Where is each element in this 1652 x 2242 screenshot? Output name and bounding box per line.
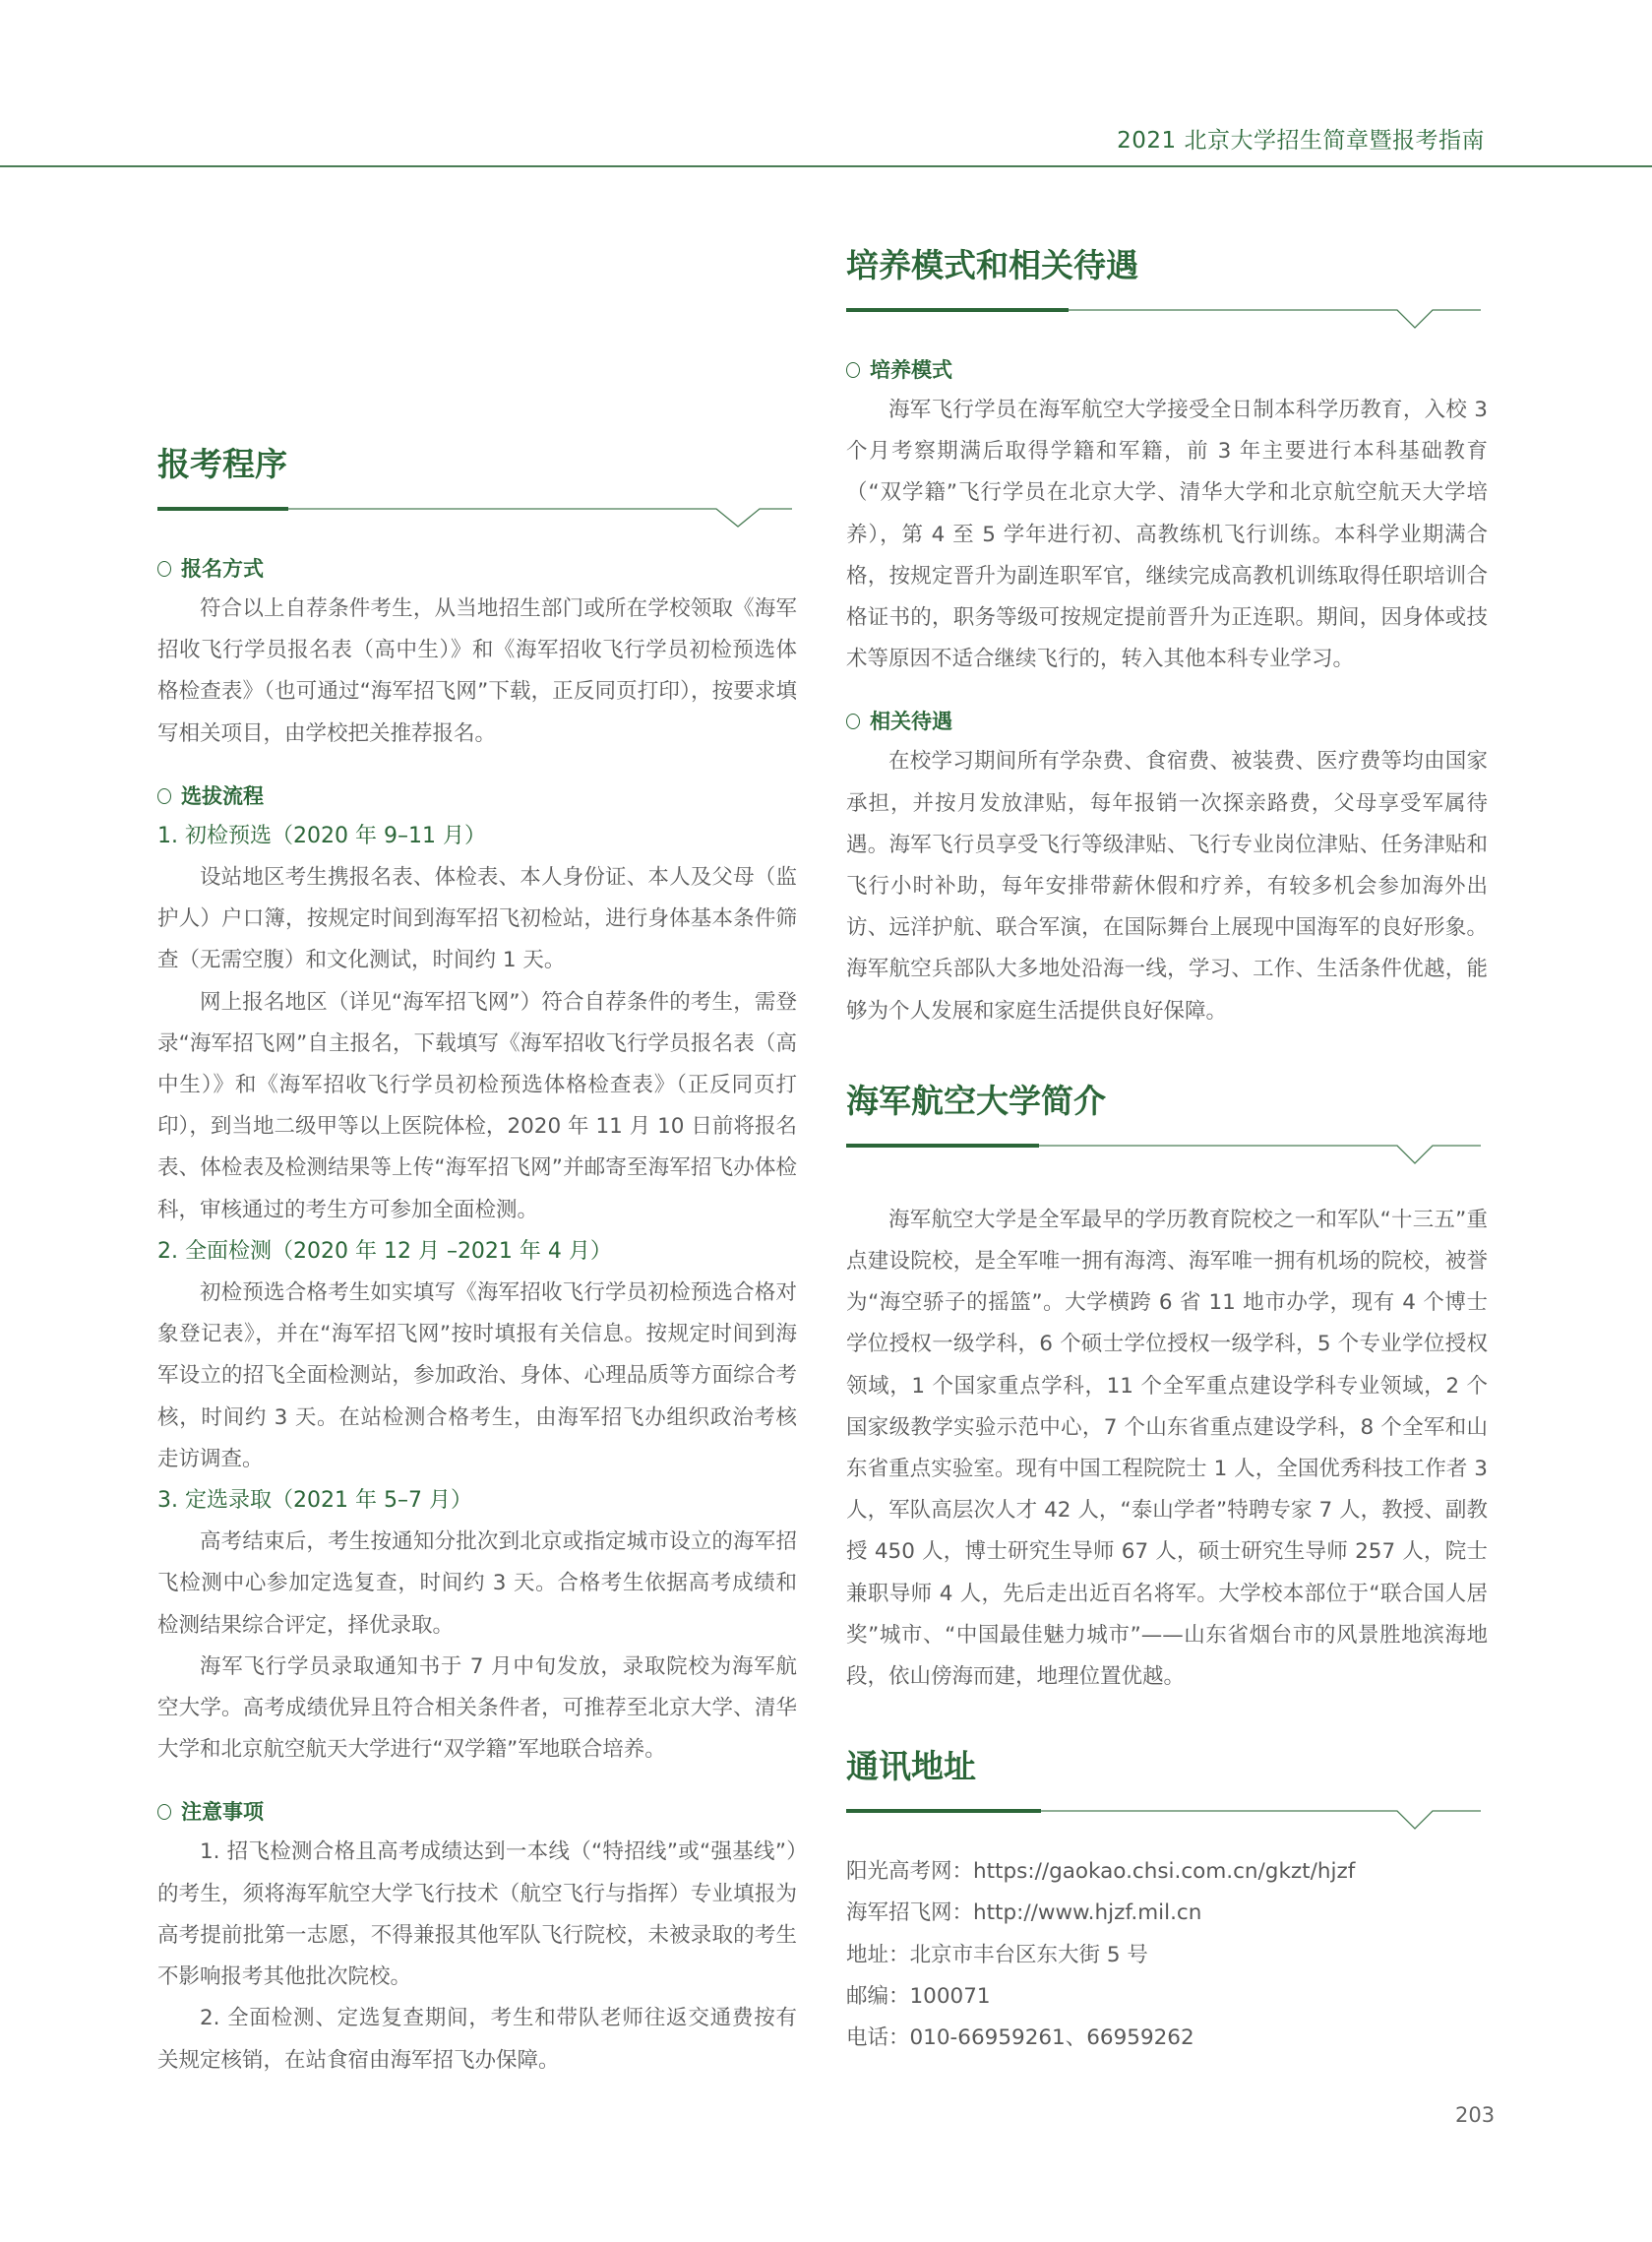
section-rule: [846, 1143, 1488, 1168]
subheading-selection: [157, 777, 797, 816]
subheading-notes: [157, 1792, 797, 1832]
step-title-3: 3. 定选录取（2021 年 5–7 月）: [157, 1488, 472, 1514]
subheading-text: 报名方式: [181, 557, 264, 581]
left-column: [157, 443, 797, 2082]
subheading-text: 选拔流程: [181, 783, 264, 808]
circle-bullet-icon: [157, 1804, 171, 1820]
section-rule-graphic: [846, 1808, 1488, 1834]
note-item-2: 2. 全面检测、定选复查期间，考生和带队老师往返交通费按有关规定核销，在站食宿由海军招飞办保障。: [157, 2006, 797, 2073]
section-rule: [846, 1808, 1488, 1834]
paragraph-step3-b: 海军飞行学员录取通知书于 7 月中旬发放，录取院校为海军航空大学。高考成绩优异且符合相关条件者，可推荐至北京大学、清华大学和北京航空航天大学进行“双学籍”军地联合培养。: [157, 1653, 797, 1763]
paragraph-registration: 符合以上自荐条件考生，从当地招生部门或所在学校领取《海军招收飞行学员报名表（高中生）》和《海军招收飞行学员初检预选体格检查表》（也可通过“海军招飞网”下载，正反同页打印），按要求填写相关项目，由学校把关推荐报名。: [157, 596, 797, 746]
contact-hjzf-site[interactable]: 海军招飞网：http://www.hjzf.mil.cn: [846, 1900, 1202, 1926]
header-rule: [0, 165, 1652, 167]
paragraph-university: 海军航空大学是全军最早的学历教育院校之一和军队“十三五”重点建设院校，是全军唯一拥有海湾、海军唯一拥有机场的院校，被誉为“海空骄子的摇篮”。大学横跨 6 省 11 地市办学，现有 4 个博士学位授权一级学科，6 个硕士学位授权一级学科，5 个专业学位授权领域，1 个国家重点学科，11 个全军重点建设学科专业领域，2 个国家级教学实验示范中心，7 个山东省重点建设学科，8 个全军和山东省重点实验室。现有中国工程院院士 1 人，全国优秀科技工作者 3 人，军队高层次人才 42 人，“泰山学者”特聘专家 7 人，教授、副教授 450 人，博士研究生导师 67 人，硕士研究生导师 257 人，院士兼职导师 4 人，先后走出近百名将军。大学校本部位于“联合国人居奖”城市、“中国最佳魅力城市”——山东省烟台市的风景胜地滨海地段，依山傍海而建，地理位置优越。: [846, 1207, 1488, 1690]
page-number: 203: [1455, 2103, 1496, 2127]
right-column: [846, 244, 1488, 2059]
circle-bullet-icon: [157, 788, 171, 804]
section-rule: [157, 506, 797, 531]
subheading-registration: [157, 549, 797, 589]
section-title-application-procedure: 报考程序: [157, 445, 287, 483]
paragraph-step2-a: 初检预选合格考生如实填写《海军招收飞行学员初检预选合格对象登记表》，并在“海军招飞网”按时填报有关信息。按规定时间到海军设立的招飞全面检测站，参加政治、身体、心理品质等方面综合考核，时间约 3 天。在站检测合格考生，由海军招飞办组织政治考核走访调查。: [157, 1280, 797, 1471]
subheading-text: 注意事项: [181, 1800, 264, 1825]
paragraph-step1-a: 设站地区考生携报名表、体检表、本人身份证、本人及父母（监护人）户口簿，按规定时间到海军招飞初检站，进行身体基本条件筛查（无需空腹）和文化测试，时间约 1 天。: [157, 865, 797, 973]
circle-bullet-icon: [157, 561, 171, 577]
paragraph-step3-a: 高考结束后，考生按通知分批次到北京或指定城市设立的海军招飞检测中心参加定选复查，时间约 3 天。合格考生依据高考成绩和检测结果综合评定，择优录取。: [157, 1529, 797, 1638]
subheading-text: 培养模式: [870, 358, 952, 382]
subheading-benefits: [846, 702, 1488, 741]
note-item-1: 1. 招飞检测合格且高考成绩达到一本线（“特招线”或“强基线”）的考生，须将海军航空大学飞行技术（航空飞行与指挥）专业填报为高考提前批第一志愿，不得兼报其他军队飞行院校，未被录取的考生不影响报考其他批次院校。: [157, 1839, 797, 1990]
paragraph-step1-b: 网上报名地区（详见“海军招飞网”）符合自荐条件的考生，需登录“海军招飞网”自主报名，下载填写《海军招收飞行学员报名表（高中生）》和《海军招收飞行学员初检预选体格检查表》（正反同页打印），到当地二级甲等以上医院体检，2020 年 11 月 10 日前将报名表、体检表及检测结果等上传“海军招飞网”并邮寄至海军招飞办体检科，审核通过的考生方可参加全面检测。: [157, 989, 797, 1222]
contact-gaokao-site[interactable]: 阳光高考网：https://gaokao.chsi.com.cn/gkzt/hjzf: [846, 1859, 1356, 1885]
subheading-text: 相关待遇: [870, 710, 952, 734]
contact-phone: 电话：010-66959261、66959262: [846, 2025, 1194, 2051]
section-rule-graphic: [846, 1143, 1488, 1168]
section-rule: [846, 307, 1488, 333]
section-rule-graphic: [846, 307, 1488, 333]
circle-bullet-icon: [846, 362, 860, 378]
paragraph-benefits: 在校学习期间所有学杂费、食宿费、被装费、医疗费等均由国家承担，并按月发放津贴，每年报销一次探亲路费，父母享受军属待遇。海军飞行员享受飞行等级津贴、飞行专业岗位津贴、任务津贴和飞行小时补助，每年安排带薪休假和疗养，有较多机会参加海外出访、远洋护航、联合军演，在国际舞台上展现中国海军的良好形象。海军航空兵部队大多地处沿海一线，学习、工作、生活条件优越，能够为个人发展和家庭生活提供良好保障。: [846, 749, 1488, 1024]
section-title-training: 培养模式和相关待遇: [846, 246, 1138, 284]
circle-bullet-icon: [846, 714, 860, 729]
contact-postcode: 邮编：100071: [846, 1983, 991, 2009]
paragraph-training-mode: 海军飞行学员在海军航空大学接受全日制本科学历教育，入校 3 个月考察期满后取得学籍和军籍，前 3 年主要进行本科基础教育（“双学籍”飞行学员在北京大学、清华大学和北京航空航天大学培养），第 4 至 5 学年进行初、高教练机飞行训练。本科学业期满合格，按规定晋升为副连职军官，继续完成高教机训练取得任职培训合格证书的，职务等级可按规定提前晋升为正连职。期间，因身体或技术等原因不适合继续飞行的，转入其他本科专业学习。: [846, 398, 1488, 672]
step-title-1: 1. 初检预选（2020 年 9–11 月）: [157, 823, 486, 848]
contact-address: 地址：北京市丰台区东大街 5 号: [846, 1942, 1148, 1967]
subheading-training-mode: [846, 350, 1488, 390]
section-title-university: 海军航空大学简介: [846, 1081, 1106, 1120]
running-title: 2021 北京大学招生简章暨报考指南: [1117, 128, 1485, 154]
step-title-2: 2. 全面检测（2020 年 12 月 –2021 年 4 月）: [157, 1238, 612, 1264]
section-title-contact: 通讯地址: [846, 1747, 976, 1786]
section-rule-graphic: [157, 506, 797, 531]
